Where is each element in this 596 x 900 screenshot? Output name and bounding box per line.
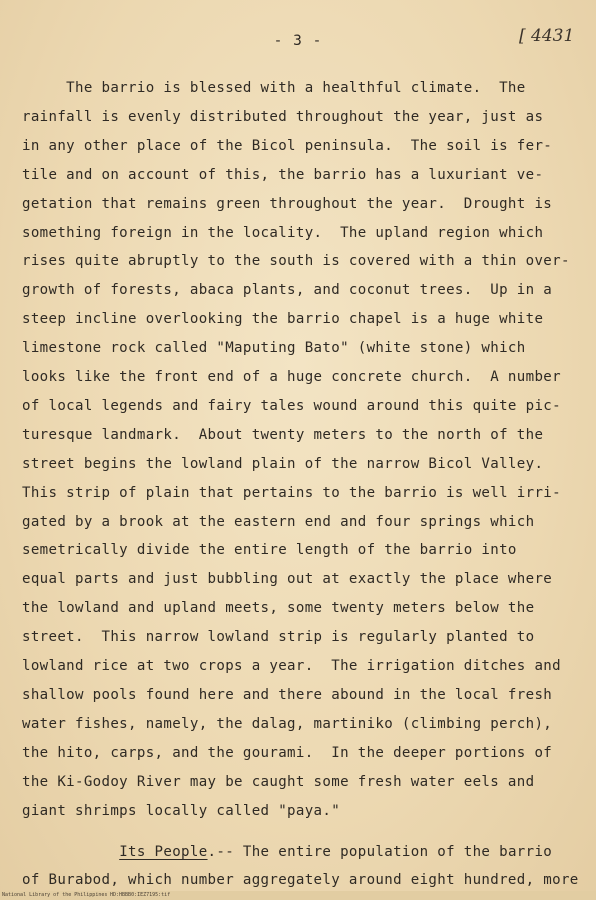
text-line: gated by a brook at the eastern end and four springs which <box>22 513 535 530</box>
text-line: tile and on account of this, the barrio has a luxuriant ve- <box>22 166 544 183</box>
text-line <box>22 842 552 862</box>
archive-number-annotation: [ 4431 <box>519 26 575 46</box>
text-line: looks like the front end of a huge concrete church. A number <box>22 369 561 385</box>
section-heading-its-people: Its People <box>119 844 208 860</box>
text-line: of Burabod, which number aggregately around eight hundred, more <box>22 872 579 888</box>
heading-line-continuation: .-- The entire population of the barrio <box>207 844 553 860</box>
text-line: growth of forests, abaca plants, and coconut trees. Up in a <box>22 282 553 299</box>
text-line: something foreign in the locality. The upland region which <box>22 224 544 241</box>
footer-library-credit: National Library of the Philippines <box>2 892 108 898</box>
page-number: - 3 - <box>273 33 323 49</box>
text-line: street. This narrow lowland strip is regularly planted to <box>22 629 535 646</box>
text-line: rainfall is evenly distributed throughout the year, just as <box>22 108 544 125</box>
text-line: water fishes, namely, the dalag, martiniko (climbing perch), <box>22 715 553 732</box>
text-line: getation that remains green throughout the year. Drought is <box>22 195 553 212</box>
text-line: shallow pools found here and there abound in the local fresh <box>22 686 553 703</box>
text-line: steep incline overlooking the barrio chapel is a huge white <box>22 311 544 328</box>
footer-file-id: HD:HBBB0:IEZ7195:tif <box>110 892 171 898</box>
text-line: the Ki-Godoy River may be caught some fresh water eels and <box>22 773 535 790</box>
text-line: of local legends and fairy tales wound around this quite pic- <box>22 397 561 414</box>
text-line: giant shrimps locally called "paya." <box>22 802 341 819</box>
text-line: limestone rock called "Maputing Bato" (white stone) which <box>22 340 526 357</box>
text-line: the lowland and upland meets, some twenty meters below the <box>22 600 535 617</box>
text-line: The barrio is blessed with a healthful climate. The <box>22 80 526 96</box>
text-line: in any other place of the Bicol peninsula. The soil is fer- <box>22 137 553 154</box>
text-line: lowland rice at two crops a year. The irrigation ditches and <box>22 658 561 674</box>
text-line: semetrically divide the entire length of the barrio into <box>22 542 517 559</box>
scan-footer <box>0 891 596 900</box>
text-line: rises quite abruptly to the south is covered with a thin over- <box>22 253 570 270</box>
text-line: equal parts and just bubbling out at exactly the place where <box>22 571 553 588</box>
text-line: turesque landmark. About twenty meters to the north of the <box>22 426 544 443</box>
text-line: the hito, carps, and the gourami. In the deeper portions of <box>22 744 553 761</box>
text-line: This strip of plain that pertains to the barrio is well irri- <box>22 484 561 501</box>
text-line: street begins the lowland plain of the narrow Bicol Valley. <box>22 455 544 472</box>
